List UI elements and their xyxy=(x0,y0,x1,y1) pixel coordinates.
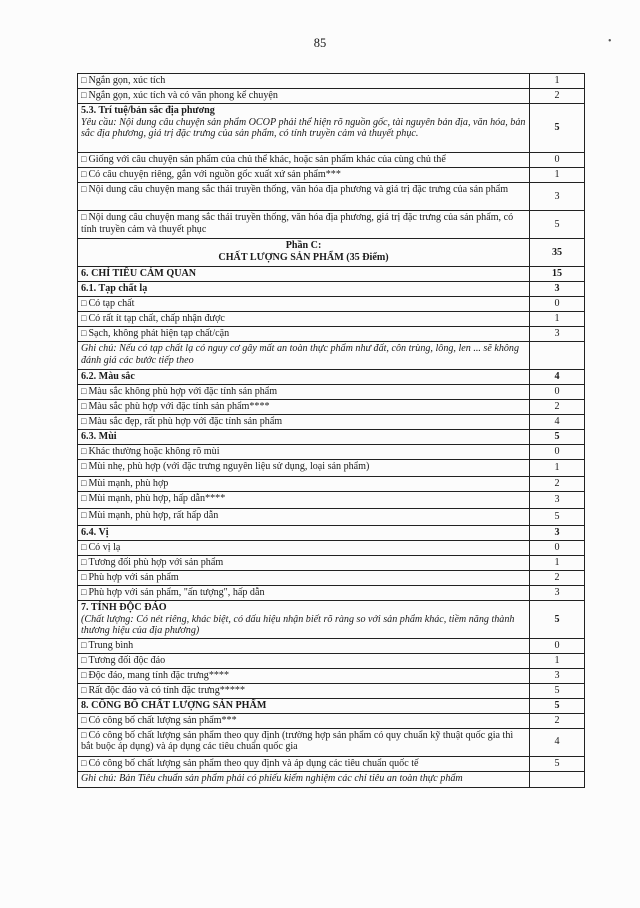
table-row xyxy=(78,239,585,267)
criterion-cell xyxy=(78,370,530,385)
criterion-heading: 7. TÍNH ĐỘC ĐÁO xyxy=(81,602,167,613)
table-row xyxy=(78,168,585,183)
criterion-cell xyxy=(78,771,530,787)
option-label: Tương đối độc đáo xyxy=(88,654,166,666)
criterion-cell xyxy=(78,327,530,342)
checkbox-icon: □ xyxy=(81,184,87,194)
points-cell: 5 xyxy=(530,211,585,239)
table-row xyxy=(78,713,585,728)
criterion-cell xyxy=(78,267,530,282)
option-label: Mùi mạnh, phù hợp, hấp dẫn**** xyxy=(88,493,226,504)
points-cell: 4 xyxy=(530,728,585,756)
points-cell: 0 xyxy=(530,153,585,168)
option-label: Có rất ít tạp chất, chấp nhận được xyxy=(88,313,225,324)
checkbox-icon: □ xyxy=(81,446,87,456)
option-label: Rất độc đáo và có tính đặc trưng***** xyxy=(88,684,245,696)
criterion-cell xyxy=(78,713,530,728)
option-label: Có tạp chất xyxy=(88,298,135,309)
criterion-requirement: Yêu cầu: Nội dung câu chuyện sản phẩm OCOP phải thể hiện rõ nguồn gốc, tài nguyên bản địa, văn hóa, bản sắc địa phương, giá trị đặc trưng của sản phẩm, có tính truyền cảm và thuyết phục. xyxy=(81,116,526,140)
table-row xyxy=(78,415,585,430)
subsection-heading: 6.2. Màu sắc xyxy=(81,371,135,382)
points-cell: 1 xyxy=(530,168,585,183)
criterion-cell xyxy=(78,460,530,477)
criterion-cell xyxy=(78,445,530,460)
option-label: Màu sắc phù hợp với đặc tính sản phẩm**** xyxy=(88,401,270,412)
table-row xyxy=(78,771,585,787)
table-row xyxy=(78,556,585,571)
option-label: Màu sắc đẹp, rất phù hợp với đặc tính sản phẩm xyxy=(88,416,283,427)
option-label: Phù hợp với sản phẩm xyxy=(88,572,179,583)
part-label: Phần C: xyxy=(285,240,322,251)
criterion-cell xyxy=(78,556,530,571)
checkbox-icon: □ xyxy=(81,542,87,552)
option-label: Nội dung câu chuyện mang sắc thái truyền thống, văn hóa địa phương, giá trị đặc trưng của sản phẩm, có tính truyền cảm và thuyết phục xyxy=(81,212,514,235)
criterion-cell xyxy=(78,492,530,509)
table-row xyxy=(78,601,585,639)
points-cell xyxy=(530,771,585,787)
criterion-cell xyxy=(78,477,530,492)
points-cell: 15 xyxy=(530,267,585,282)
criterion-cell xyxy=(78,385,530,400)
points-cell: 4 xyxy=(530,415,585,430)
table-row xyxy=(78,385,585,400)
checkbox-icon: □ xyxy=(81,328,87,338)
points-cell: 5 xyxy=(530,104,585,153)
checkbox-icon: □ xyxy=(81,154,87,164)
table-row xyxy=(78,698,585,713)
points-cell: 5 xyxy=(530,698,585,713)
criterion-cell xyxy=(78,183,530,211)
points-cell: 3 xyxy=(530,183,585,211)
points-cell: 3 xyxy=(530,526,585,541)
criterion-cell xyxy=(78,541,530,556)
checkbox-icon: □ xyxy=(81,669,87,680)
checkbox-icon: □ xyxy=(81,478,87,488)
table-row xyxy=(78,370,585,385)
points-cell: 3 xyxy=(530,586,585,601)
table-row xyxy=(78,211,585,239)
criterion-cell xyxy=(78,653,530,668)
criterion-cell xyxy=(78,400,530,415)
points-cell: 1 xyxy=(530,653,585,668)
table-row xyxy=(78,445,585,460)
criterion-cell xyxy=(78,586,530,601)
checkbox-icon: □ xyxy=(81,557,87,567)
points-cell: 2 xyxy=(530,571,585,586)
points-cell: 5 xyxy=(530,601,585,639)
table-row xyxy=(78,728,585,756)
option-label: Có câu chuyện riêng, gắn với nguồn gốc xuất xứ sản phẩm*** xyxy=(88,169,341,180)
criterion-cell xyxy=(78,638,530,653)
table-row xyxy=(78,74,585,89)
option-label: Có công bố chất lượng sản phẩm theo quy định (trường hợp sản phẩm có quy chuẩn kỹ thuật quốc gia thì bắt buộc áp dụng) và áp dụng các tiêu chuẩn quốc gia xyxy=(81,729,514,753)
checkbox-icon: □ xyxy=(81,313,87,323)
table-row xyxy=(78,183,585,211)
option-label: Nội dung câu chuyện mang sắc thái truyền thống, văn hóa địa phương và giá trị đặc trưng của sản phẩm xyxy=(88,184,509,195)
criterion-cell xyxy=(78,239,530,267)
table-row xyxy=(78,460,585,477)
points-cell: 2 xyxy=(530,400,585,415)
criterion-cell xyxy=(78,601,530,639)
table-row xyxy=(78,492,585,509)
option-label: Màu sắc không phù hợp với đặc tính sản phẩm xyxy=(88,386,278,397)
option-label: Mùi mạnh, phù hợp xyxy=(88,478,169,489)
criterion-cell xyxy=(78,312,530,327)
criterion-cell xyxy=(78,104,530,153)
option-label: Khác thường hoặc không rõ mùi xyxy=(88,446,220,457)
points-cell: 0 xyxy=(530,541,585,556)
points-cell xyxy=(530,342,585,370)
table-row xyxy=(78,477,585,492)
table-row xyxy=(78,400,585,415)
table-row xyxy=(78,541,585,556)
points-cell: 0 xyxy=(530,638,585,653)
checkbox-icon: □ xyxy=(81,461,87,471)
option-label: Giống với câu chuyện sản phẩm của chủ thể khác, hoặc sản phẩm khác của cùng chủ thể xyxy=(88,154,446,165)
table-row xyxy=(78,312,585,327)
option-label: Độc đáo, mang tính đặc trưng**** xyxy=(88,669,230,681)
option-label: Tương đối phù hợp với sản phẩm xyxy=(88,557,224,568)
criterion-cell xyxy=(78,698,530,713)
criterion-cell xyxy=(78,683,530,698)
checkbox-icon: □ xyxy=(81,212,87,222)
points-cell: 2 xyxy=(530,713,585,728)
option-label: Ngắn gọn, xúc tích xyxy=(88,75,166,86)
points-cell: 0 xyxy=(530,297,585,312)
criterion-cell xyxy=(78,415,530,430)
points-cell: 1 xyxy=(530,556,585,571)
points-cell: 3 xyxy=(530,327,585,342)
checkbox-icon: □ xyxy=(81,572,87,582)
table-row xyxy=(78,526,585,541)
corner-mark: • xyxy=(608,36,612,47)
criterion-cell xyxy=(78,211,530,239)
criterion-cell xyxy=(78,756,530,771)
table-row xyxy=(78,342,585,370)
page-number: 85 xyxy=(313,36,327,50)
option-label: Có vị lạ xyxy=(88,542,121,553)
table-row xyxy=(78,586,585,601)
checkbox-icon: □ xyxy=(81,639,87,650)
points-cell: 5 xyxy=(530,509,585,526)
criterion-cell xyxy=(78,430,530,445)
checkbox-icon: □ xyxy=(81,298,87,308)
table-row xyxy=(78,153,585,168)
criterion-cell xyxy=(78,509,530,526)
criterion-cell xyxy=(78,526,530,541)
criterion-cell xyxy=(78,153,530,168)
option-label: Sạch, không phát hiện tạp chất/cặn xyxy=(88,328,230,339)
option-label: Mùi nhẹ, phù hợp (với đặc trưng nguyên liệu sử dụng, loại sản phẩm) xyxy=(88,461,370,472)
table-row xyxy=(78,430,585,445)
points-cell: 2 xyxy=(530,89,585,104)
checkbox-icon: □ xyxy=(81,493,87,503)
checkbox-icon: □ xyxy=(81,169,87,179)
table-row xyxy=(78,683,585,698)
table-row xyxy=(78,668,585,683)
checkbox-icon: □ xyxy=(81,587,87,597)
points-cell: 5 xyxy=(530,683,585,698)
subsection-heading: 6.1. Tạp chất lạ xyxy=(81,283,148,294)
checkbox-icon: □ xyxy=(81,757,87,768)
option-label: Phù hợp với sản phẩm, "ấn tượng", hấp dẫn xyxy=(88,587,265,598)
table-row xyxy=(78,267,585,282)
points-cell: 0 xyxy=(530,445,585,460)
option-label: Ngắn gọn, xúc tích và có văn phong kể chuyện xyxy=(88,90,278,101)
part-title: CHẤT LƯỢNG SẢN PHẨM (35 Điểm) xyxy=(218,251,389,263)
table-row xyxy=(78,571,585,586)
criterion-cell xyxy=(78,571,530,586)
checkbox-icon: □ xyxy=(81,90,87,100)
table-row xyxy=(78,638,585,653)
checkbox-icon: □ xyxy=(81,416,87,426)
option-label: Trung bình xyxy=(88,639,134,651)
points-cell: 4 xyxy=(530,370,585,385)
table-row xyxy=(78,297,585,312)
checkbox-icon: □ xyxy=(81,684,87,695)
criterion-cell xyxy=(78,297,530,312)
points-cell: 3 xyxy=(530,282,585,297)
table-row xyxy=(78,104,585,153)
points-cell: 35 xyxy=(530,239,585,267)
points-cell: 0 xyxy=(530,385,585,400)
note-text: Ghi chú: Bản Tiêu chuẩn sản phẩm phải có phiếu kiểm nghiệm các chỉ tiêu an toàn thực phẩm xyxy=(81,772,463,784)
points-cell: 1 xyxy=(530,460,585,477)
scoring-table xyxy=(77,73,585,788)
table-row xyxy=(78,282,585,297)
points-cell: 3 xyxy=(530,668,585,683)
points-cell: 1 xyxy=(530,312,585,327)
subsection-heading: 6.4. Vị xyxy=(81,527,109,538)
criterion-cell xyxy=(78,89,530,104)
checkbox-icon: □ xyxy=(81,714,87,725)
option-label: Có công bố chất lượng sản phẩm theo quy định và áp dụng các tiêu chuẩn quốc tế xyxy=(88,757,419,769)
table-row xyxy=(78,653,585,668)
checkbox-icon: □ xyxy=(81,75,87,85)
checkbox-icon: □ xyxy=(81,729,87,740)
criterion-cell xyxy=(78,668,530,683)
points-cell: 5 xyxy=(530,756,585,771)
points-cell: 2 xyxy=(530,477,585,492)
criterion-cell xyxy=(78,728,530,756)
option-label: Mùi mạnh, phù hợp, rất hấp dẫn xyxy=(88,510,219,521)
criterion-cell xyxy=(78,74,530,89)
points-cell: 3 xyxy=(530,492,585,509)
checkbox-icon: □ xyxy=(81,401,87,411)
criterion-cell xyxy=(78,342,530,370)
criterion-cell xyxy=(78,282,530,297)
points-cell: 5 xyxy=(530,430,585,445)
section-heading: 8. CÔNG BỐ CHẤT LƯỢNG SẢN PHẨM xyxy=(81,699,267,711)
checkbox-icon: □ xyxy=(81,510,87,520)
criterion-cell xyxy=(78,168,530,183)
checkbox-icon: □ xyxy=(81,654,87,665)
table-row xyxy=(78,756,585,771)
option-label: Có công bố chất lượng sản phẩm*** xyxy=(88,714,237,726)
points-cell: 1 xyxy=(530,74,585,89)
checkbox-icon: □ xyxy=(81,386,87,396)
criterion-requirement: (Chất lượng: Có nét riêng, khác biệt, có dấu hiệu nhận biết rõ ràng so với sản phẩm khác, tiềm năng thành thương hiệu của địa phương) xyxy=(81,613,515,637)
table-row xyxy=(78,89,585,104)
subsection-heading: 6.3. Mùi xyxy=(81,431,117,442)
table-row xyxy=(78,509,585,526)
table-row xyxy=(78,327,585,342)
note-text: Ghi chú: Nếu có tạp chất lạ có nguy cơ gây mất an toàn thực phẩm như đất, côn trùng, lông, len ... sẽ không đánh giá các bước tiếp theo xyxy=(81,343,520,366)
criterion-heading: 5.3. Trí tuệ/bản sắc địa phương xyxy=(81,105,215,116)
section-heading: 6. CHỈ TIÊU CẢM QUAN xyxy=(81,268,197,279)
